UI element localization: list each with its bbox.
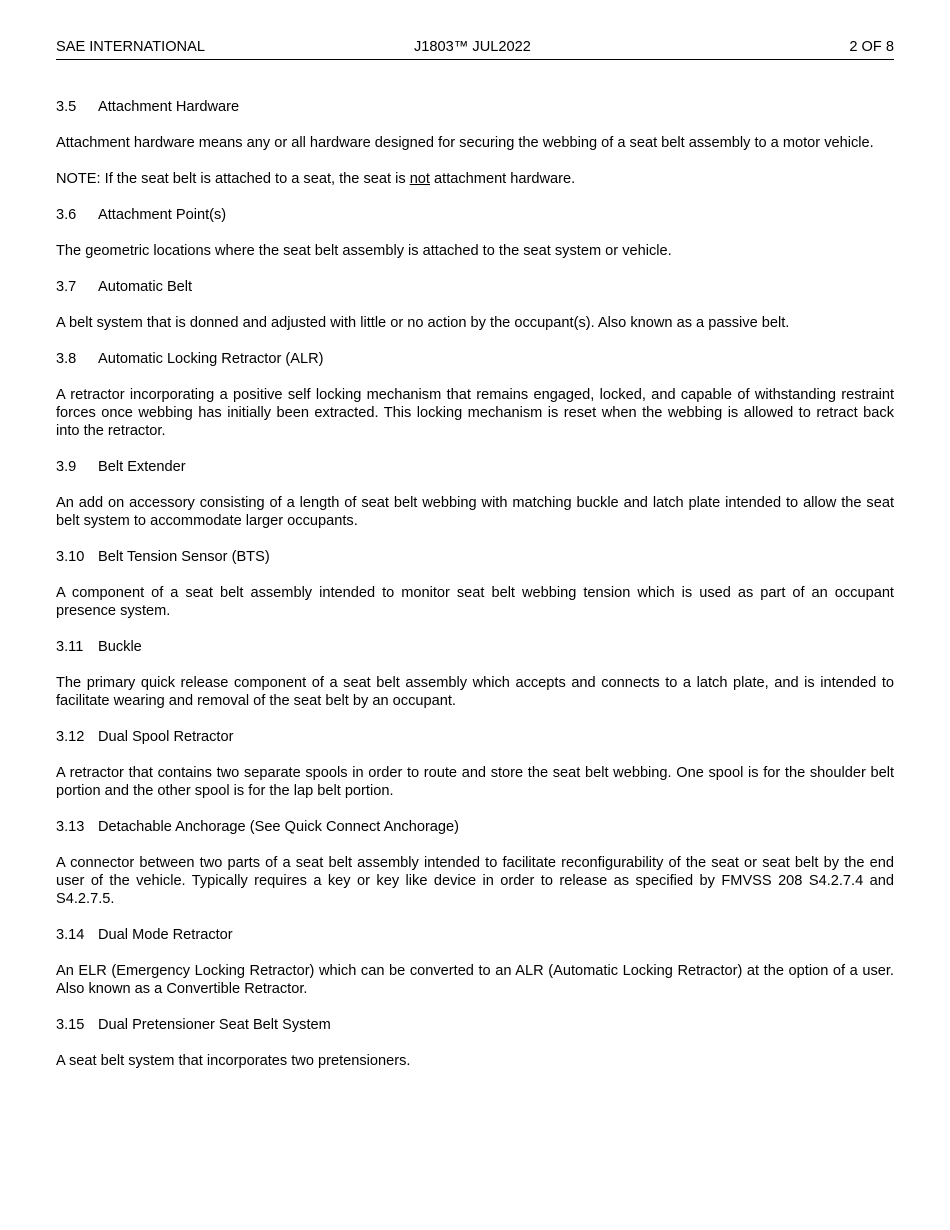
section-number: 3.12 [56, 729, 85, 745]
page-header [56, 0, 894, 60]
section-number: 3.9 [56, 459, 77, 475]
definitions-content [56, 60, 894, 1070]
section-title: Dual Pretensioner Seat Belt System [98, 1017, 331, 1033]
section-heading [56, 926, 894, 944]
section-title: Buckle [98, 639, 142, 655]
header-organization: SAE INTERNATIONAL [56, 39, 205, 55]
section-body: Attachment hardware means any or all hardware designed for securing the webbing of a seat belt assembly to a motor vehicle. [56, 135, 874, 151]
section-number: 3.8 [56, 351, 77, 367]
section-body: A retractor incorporating a positive self locking mechanism that remains engaged, locked, and capable of withstanding restraint forces once webbing has initially been extracted. This locking mechanism is reset when the webbing is allowed to retract back into the retractor. [56, 387, 894, 439]
section-body: An ELR (Emergency Locking Retractor) which can be converted to an ALR (Automatic Locking Retractor) at the option of a user. Also known as a Convertible Retractor. [56, 963, 894, 997]
section-heading [56, 1016, 894, 1034]
section-title: Dual Spool Retractor [98, 729, 234, 745]
section-heading [56, 818, 894, 836]
section-title: Attachment Hardware [98, 99, 240, 115]
section-number: 3.11 [56, 639, 84, 655]
section-title: Automatic Locking Retractor (ALR) [98, 351, 324, 367]
section-number: 3.13 [56, 819, 85, 835]
section-title: Belt Tension Sensor (BTS) [98, 549, 270, 565]
section-number: 3.7 [56, 279, 77, 295]
section-number: 3.14 [56, 927, 85, 943]
section-body: A connector between two parts of a seat belt assembly intended to facilitate reconfigurability of the seat or seat belt by the end user of the vehicle. Typically requires a key or key like device in order to release as specified by FMVSS 208 S4.2.7.4 and S4.2.7.5. [56, 855, 894, 907]
header-page-number: 2 OF 8 [849, 39, 894, 55]
section-heading [56, 728, 894, 746]
section-heading [56, 458, 894, 476]
header-document-id: J1803™ JUL2022 [414, 39, 531, 55]
section-note [56, 170, 894, 188]
section-heading [56, 206, 894, 224]
section-title: Detachable Anchorage (See Quick Connect Anchorage) [98, 819, 460, 835]
section-body: A component of a seat belt assembly intended to monitor seat belt webbing tension which is used as part of an occupant presence system. [56, 585, 894, 619]
section-heading [56, 278, 894, 296]
section-heading [56, 98, 894, 116]
section-title: Attachment Point(s) [98, 207, 227, 223]
section-number: 3.5 [56, 99, 77, 115]
section-number: 3.6 [56, 207, 77, 223]
section-body: The geometric locations where the seat belt assembly is attached to the seat system or vehicle. [56, 243, 672, 259]
section-title: Dual Mode Retractor [98, 927, 233, 943]
section-title: Automatic Belt [98, 279, 193, 295]
section-title: Belt Extender [98, 459, 186, 475]
section-number: 3.15 [56, 1017, 85, 1033]
note-underlined-word: not [409, 171, 430, 187]
section-body: A seat belt system that incorporates two pretensioners. [56, 1053, 411, 1069]
section-body: A belt system that is donned and adjusted with little or no action by the occupant(s). Also known as a passive belt. [56, 315, 790, 331]
section-body: A retractor that contains two separate spools in order to route and store the seat belt webbing. One spool is for the shoulder belt portion and the other spool is for the lap belt portion. [56, 765, 894, 799]
note-prefix: NOTE: If the seat belt is attached to a seat, the seat is [56, 171, 410, 187]
section-heading [56, 638, 894, 656]
section-body: An add on accessory consisting of a length of seat belt webbing with matching buckle and latch plate intended to allow the seat belt system to accommodate larger occupants. [56, 495, 894, 529]
section-heading [56, 350, 894, 368]
section-number: 3.10 [56, 549, 85, 565]
section-heading [56, 548, 894, 566]
section-body: The primary quick release component of a seat belt assembly which accepts and connects to a latch plate, and is intended to facilitate wearing and removal of the seat belt by an occupant. [56, 675, 894, 709]
document-page [56, 0, 894, 1088]
note-suffix: attachment hardware. [429, 171, 576, 187]
